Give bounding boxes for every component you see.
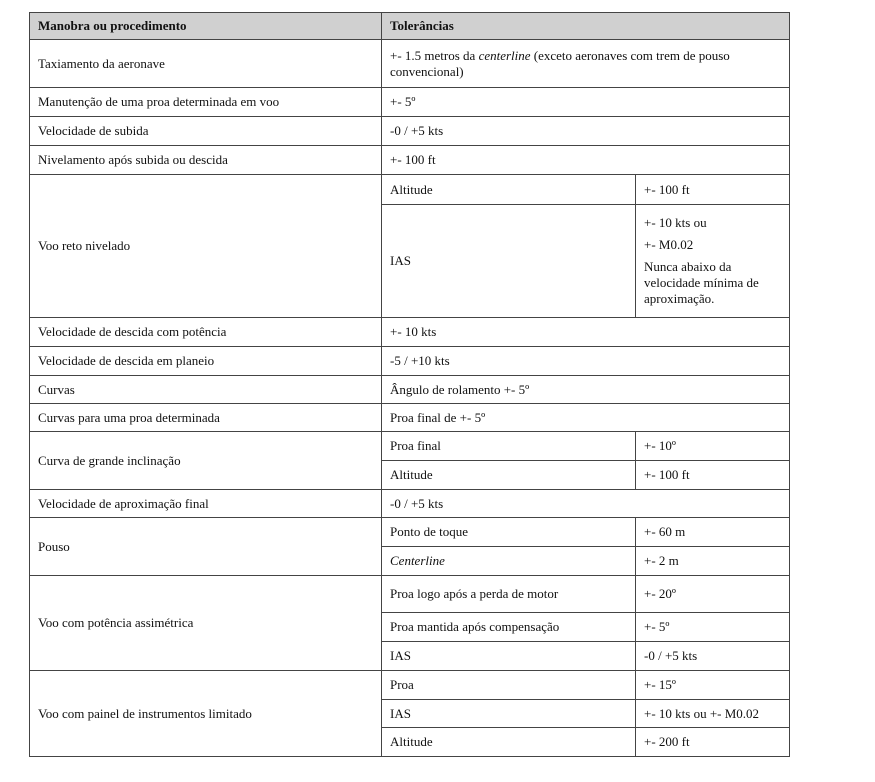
tolerance-cell: +- 5º	[382, 88, 790, 117]
tolerance-cell: +- 15º	[636, 671, 790, 700]
tolerance-text: (exceto aeronaves com trem de pouso convencional)	[390, 47, 730, 79]
parameter-cell: IAS	[382, 205, 636, 318]
header-maneuver: Manobra ou procedimento	[30, 13, 382, 40]
table-row	[30, 671, 790, 700]
maneuver-cell: Velocidade de aproximação final	[30, 490, 382, 518]
tolerance-cell: Ângulo de rolamento +- 5º	[382, 376, 790, 404]
table-row	[30, 117, 790, 146]
maneuver-cell: Velocidade de subida	[30, 117, 382, 146]
header-tolerances: Tolerâncias	[382, 13, 790, 40]
tolerance-cell: +- 20º	[636, 576, 790, 613]
table-row	[30, 404, 790, 432]
table-row	[30, 576, 790, 613]
tolerance-cell: +- 10 kts ou +- M0.02	[636, 700, 790, 728]
tolerance-cell	[382, 40, 790, 88]
parameter-cell: Proa	[382, 671, 636, 700]
tolerance-line: Nunca abaixo da velocidade mínima de aproximação.	[644, 259, 759, 306]
table-header-row	[30, 13, 790, 40]
tolerance-cell: Proa final de +- 5º	[382, 404, 790, 432]
tolerance-cell: -0 / +5 kts	[382, 490, 790, 518]
maneuver-cell: Voo com potência assimétrica	[30, 576, 382, 671]
tolerance-cell: +- 10º	[636, 432, 790, 461]
tolerance-cell	[636, 205, 790, 318]
tolerance-line: +- M0.02	[644, 237, 694, 252]
table-row	[30, 376, 790, 404]
parameter-cell: Altitude	[382, 461, 636, 490]
tolerance-italic-text: centerline	[478, 47, 531, 63]
parameter-cell: Proa final	[382, 432, 636, 461]
maneuver-cell: Voo com painel de instrumentos limitado	[30, 671, 382, 757]
parameter-cell: Proa logo após a perda de motor	[382, 576, 636, 613]
tolerance-cell: +- 10 kts	[382, 318, 790, 347]
tolerance-cell: -5 / +10 kts	[382, 347, 790, 376]
table-row	[30, 88, 790, 117]
table-row	[30, 347, 790, 376]
tolerance-cell: +- 100 ft	[382, 146, 790, 175]
maneuver-cell: Nivelamento após subida ou descida	[30, 146, 382, 175]
tolerance-cell: -0 / +5 kts	[636, 642, 790, 671]
tolerance-cell: +- 2 m	[636, 547, 790, 576]
tolerance-cell: -0 / +5 kts	[382, 117, 790, 146]
parameter-cell: Centerline	[382, 547, 636, 576]
table-row	[30, 175, 790, 205]
parameter-cell: Altitude	[382, 175, 636, 205]
table-row	[30, 432, 790, 461]
tolerance-cell: +- 100 ft	[636, 461, 790, 490]
parameter-cell: IAS	[382, 700, 636, 728]
parameter-cell: Ponto de toque	[382, 518, 636, 547]
tolerance-cell: +- 60 m	[636, 518, 790, 547]
parameter-cell: Proa mantida após compensação	[382, 613, 636, 642]
parameter-cell: IAS	[382, 642, 636, 671]
tolerance-cell: +- 200 ft	[636, 728, 790, 757]
maneuver-cell: Pouso	[30, 518, 382, 576]
table-row	[30, 490, 790, 518]
maneuver-cell: Manutenção de uma proa determinada em voo	[30, 88, 382, 117]
maneuver-cell: Curva de grande inclinação	[30, 432, 382, 490]
tolerance-line: +- 10 kts ou	[644, 215, 707, 230]
parameter-cell: Altitude	[382, 728, 636, 757]
maneuver-cell: Curvas para uma proa determinada	[30, 404, 382, 432]
tolerance-text: +- 1.5 metros da	[390, 47, 479, 63]
maneuver-cell: Velocidade de descida com potência	[30, 318, 382, 347]
tolerance-cell: +- 5º	[636, 613, 790, 642]
tolerances-table	[29, 12, 790, 757]
table-row	[30, 146, 790, 175]
maneuver-cell: Taxiamento da aeronave	[30, 40, 382, 88]
table-row	[30, 318, 790, 347]
tolerance-cell: +- 100 ft	[636, 175, 790, 205]
maneuver-cell: Voo reto nivelado	[30, 175, 382, 318]
table-row	[30, 518, 790, 547]
maneuver-cell: Curvas	[30, 376, 382, 404]
table-row	[30, 40, 790, 88]
maneuver-cell: Velocidade de descida em planeio	[30, 347, 382, 376]
